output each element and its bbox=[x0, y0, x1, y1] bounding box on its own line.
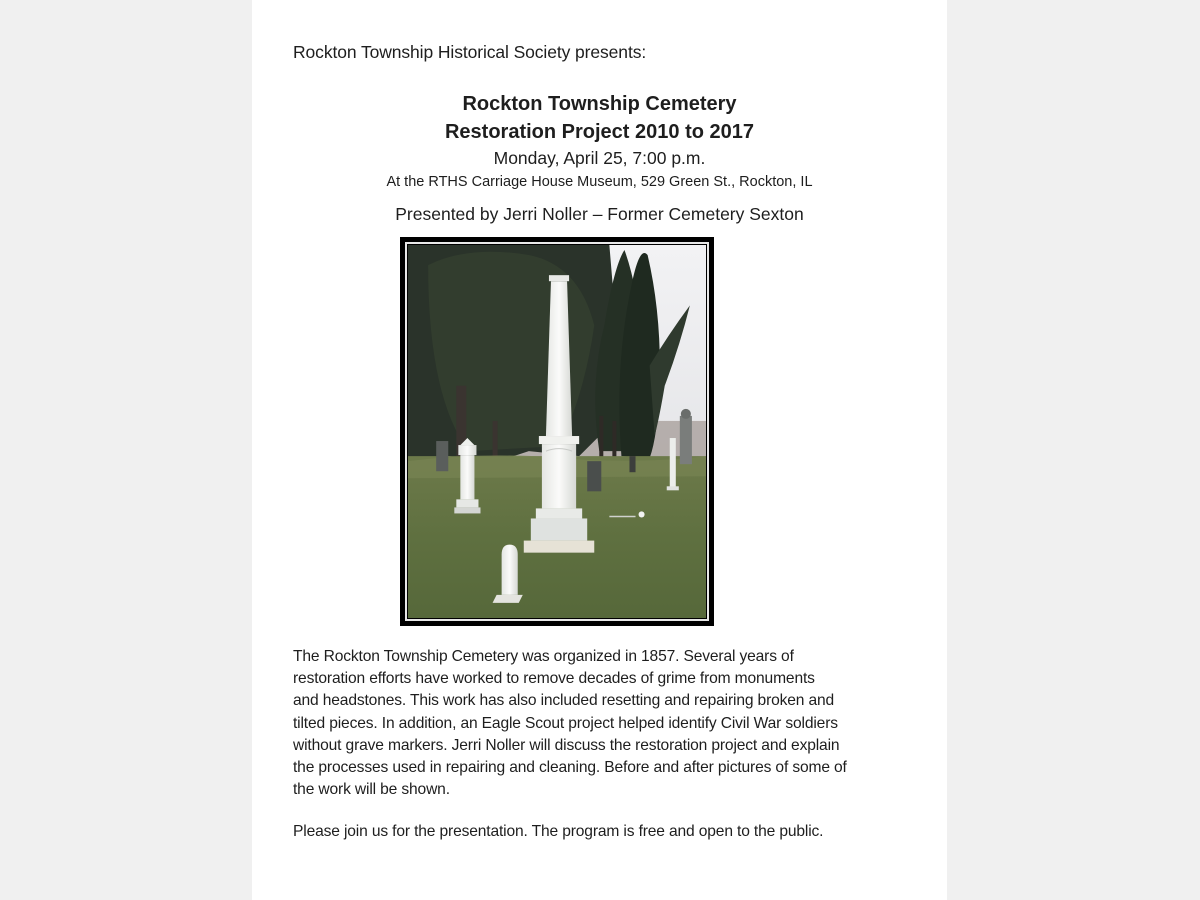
description-line: without grave markers. Jerri Noller will discuss the restoration project and explain bbox=[293, 736, 840, 754]
description-line: the work will be shown. bbox=[293, 781, 450, 799]
description-line: The Rockton Township Cemetery was organized in 1857. Several years of bbox=[293, 648, 794, 665]
photo-inner-border bbox=[405, 242, 709, 621]
intro-text: Rockton Township Historical Society presents: bbox=[293, 42, 647, 62]
title-line-1: Rockton Township Cemetery bbox=[462, 93, 737, 115]
cemetery-photo-illustration bbox=[408, 245, 706, 618]
description-line: restoration efforts have worked to remove decades of grime from monuments bbox=[293, 670, 815, 688]
cemetery-photo bbox=[400, 237, 714, 626]
description-line: and headstones. This work has also included resetting and repairing broken and bbox=[293, 692, 835, 710]
event-venue: At the RTHS Carriage House Museum, 529 Green St., Rockton, IL bbox=[386, 174, 813, 190]
title-line-2: Restoration Project 2010 to 2017 bbox=[444, 121, 754, 143]
closing-text: Please join us for the presentation. The program is free and open to the public. bbox=[293, 823, 824, 840]
description-line: the processes used in repairing and cleaning. Before and after pictures of some of bbox=[293, 759, 847, 777]
flyer-page bbox=[252, 0, 947, 900]
event-date-time: Monday, April 25, 7:00 p.m. bbox=[493, 148, 706, 168]
description-paragraph bbox=[293, 646, 913, 801]
description-line: tilted pieces. In addition, an Eagle Scout project helped identify Civil War soldiers bbox=[293, 714, 838, 732]
presenter-line: Presented by Jerri Noller – Former Cemetery Sexton bbox=[395, 204, 804, 224]
